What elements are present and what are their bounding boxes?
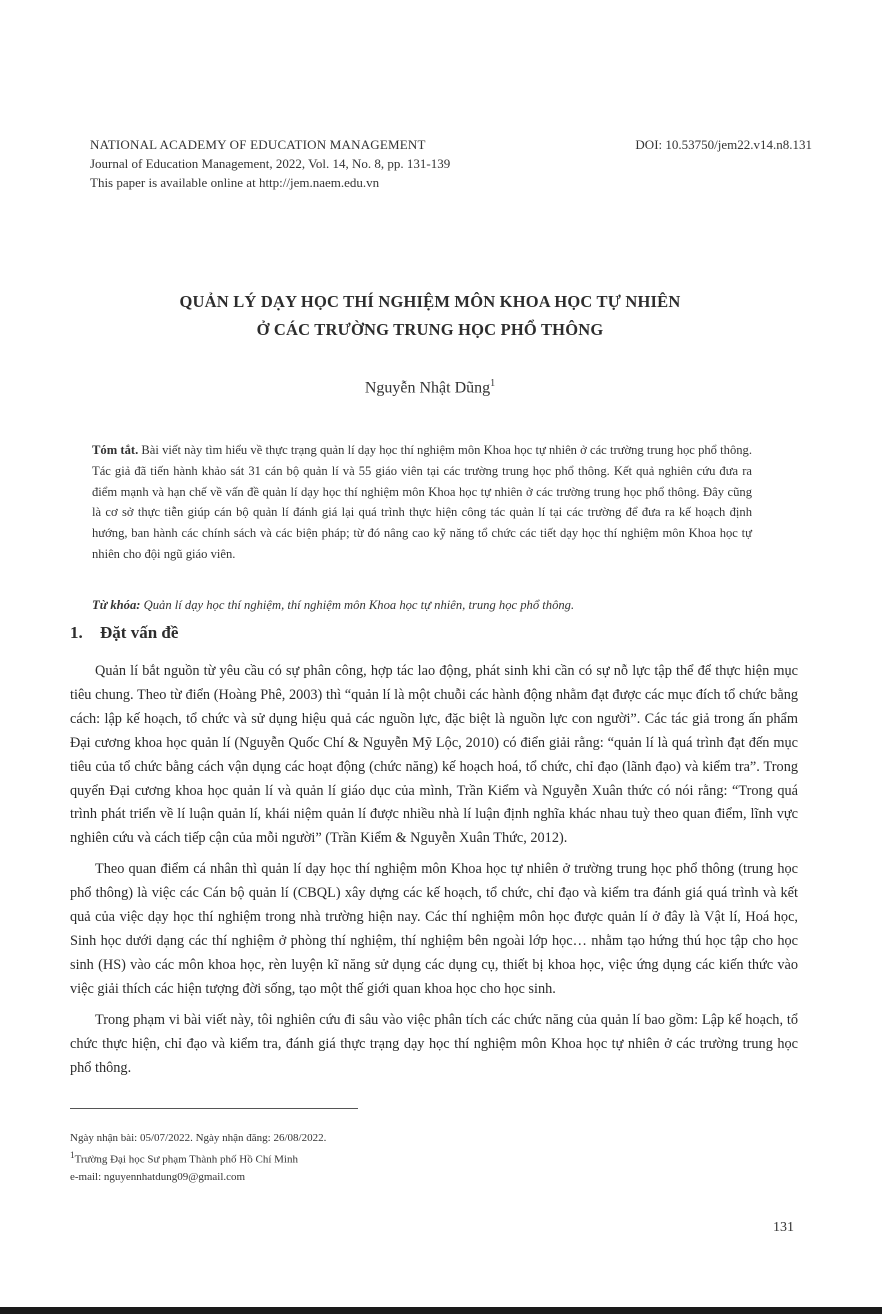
- body-paragraph: Theo quan điểm cá nhân thì quản lí dạy học thí nghiệm môn Khoa học tự nhiên ở trường trung học phổ thông (trung học phổ thông) là việc các Cán bộ quản lí (CBQL) xây dựng các kế hoạch, tổ chức, chỉ đạo và kiểm tra đánh giá quá trình và kết quả của việc dạy học thí nghiệm trong nhà trường hiện nay. Các thí nghiệm môn học được quản lí ở đây là Vật lí, Hoá học, Sinh học dưới dạng các thí nghiệm ở phòng thí nghiệm, thí nghiệm bên ngoài lớp học… nhằm tạo hứng thú học tập cho học sinh (HS) vào các môn khoa học, rèn luyện kĩ năng sử dụng các dụng cụ, thiết bị khoa học, việc ứng dụng các kiến thức vào việc giải thích các hiện tượng đời sống, tạo một thế giới quan khoa học cho học sinh.: [70, 861, 798, 997]
- abstract-label: Tóm tắt.: [92, 443, 139, 457]
- keywords: [92, 595, 752, 615]
- journal-citation: Journal of Education Management, 2022, Vol. 14, No. 8, pp. 131-139: [90, 156, 451, 171]
- affiliation-text: Trường Đại học Sư phạm Thành phố Hồ Chí Minh: [74, 1153, 298, 1166]
- title-line-2: Ở CÁC TRƯỜNG TRUNG HỌC PHỔ THÔNG: [256, 320, 604, 339]
- journal-header: [90, 135, 610, 192]
- section-heading: [70, 623, 178, 643]
- footnote-divider: [70, 1108, 358, 1109]
- affiliation-footnote: [70, 1147, 670, 1169]
- article-title: [80, 288, 780, 344]
- keywords-text: Quản lí dạy học thí nghiệm, thí nghiệm môn Khoa học tự nhiên, trung học phổ thông.: [140, 598, 575, 612]
- abstract-text: Bài viết này tìm hiểu về thực trạng quản lí dạy học thí nghiệm môn Khoa học tự nhiên ở các trường trung học phổ thông. Tác giả đã tiến hành khảo sát 31 cán bộ quản lí và 55 giáo viên tại các trường trung học phổ thông. Kết quả nghiên cứu đưa ra điểm mạnh và hạn chế về vấn đề quản lí dạy học thí nghiệm môn Khoa học tự nhiên ở các trường trung học phổ thông. Đây cũng là cơ sở thực tiễn giúp cán bộ quản lí đánh giá lại quá trình thực hiện công tác quản lí tại các trường để đưa ra kế hoạch định hướng, ban hành các chính sách và các biện pháp; từ đó nâng cao kỹ năng tổ chức các tiết dạy học thí nghiệm môn Khoa học tự nhiên cho đội ngũ giáo viên.: [92, 443, 752, 561]
- author-name: Nguyễn Nhật Dũng: [364, 379, 491, 397]
- section-body: [70, 660, 798, 1087]
- title-line-1: QUẢN LÝ DẠY HỌC THÍ NGHIỆM MÔN KHOA HỌC TỰ NHIÊN: [179, 292, 681, 311]
- doi: DOI: 10.53750/jem22.v14.n8.131: [635, 137, 812, 152]
- page-number: 131: [773, 1220, 794, 1235]
- author-email: e-mail: nguyennhatdung09@gmail.com: [70, 1170, 246, 1183]
- keywords-label: Từ khóa:: [92, 598, 141, 612]
- author-affiliation-mark: 1: [490, 378, 496, 389]
- abstract: [92, 440, 752, 565]
- availability-note: This paper is available online at http://jem.naem.edu.vn: [90, 175, 380, 190]
- section-title: Đặt vấn đề: [100, 623, 179, 642]
- organization-name: NATIONAL ACADEMY OF EDUCATION MANAGEMENT: [90, 137, 426, 152]
- section-number: 1.: [70, 623, 83, 642]
- scan-edge: [0, 1307, 882, 1314]
- author-line: [80, 378, 780, 397]
- affiliation-mark: 1: [70, 1150, 75, 1160]
- received-dates: Ngày nhận bài: 05/07/2022. Ngày nhận đăng: 26/08/2022.: [70, 1132, 327, 1144]
- footnotes: [70, 1130, 670, 1186]
- body-paragraph: Quản lí bắt nguồn từ yêu cầu có sự phân công, hợp tác lao động, phát sinh khi cần có sự nỗ lực tập thể để thực hiện mục tiêu chung. Theo từ điển (Hoàng Phê, 2003) thì “quản lí là một chuỗi các hành động nhằm đạt được các mục đích tổ chức bằng cách: lập kế hoạch, tổ chức và sử dụng hiệu quả các nguồn lực, đặc biệt là nguồn lực con người”. Các tác giả trong ấn phẩm Đại cương khoa học quản lí (Nguyễn Quốc Chí & Nguyễn Mỹ Lộc, 2010) có điển giải rằng: “quản lí là quá trình đạt đến mục tiêu của tổ chức bằng cách vận dụng các hoạt động (chức năng) kế hoạch hoá, tổ chức, chỉ đạo (lãnh đạo) và kiểm tra”. Trong quyển Đại cương khoa học quản lí và quản lí giáo dục của mình, Trần Kiểm và Nguyễn Xuân thức có nói rằng: “Trong quá trình phát triển về lí luận quản lí, khái niệm quản lí được nhiều nhà lí luận định nghĩa khác nhau tuỳ theo quan điểm, lĩnh vực nghiên cứu và cách tiếp cận của mỗi người” (Trần Kiểm & Nguyễn Xuân Thức, 2012).: [70, 663, 798, 847]
- body-paragraph: Trong phạm vi bài viết này, tôi nghiên cứu đi sâu vào việc phân tích các chức năng của quản lí bao gồm: Lập kế hoạch, tổ chức thực hiện, chỉ đạo và kiểm tra, đánh giá thực trạng dạy học thí nghiệm môn Khoa học tự nhiên ở các trường trung học phổ thông.: [70, 1011, 798, 1076]
